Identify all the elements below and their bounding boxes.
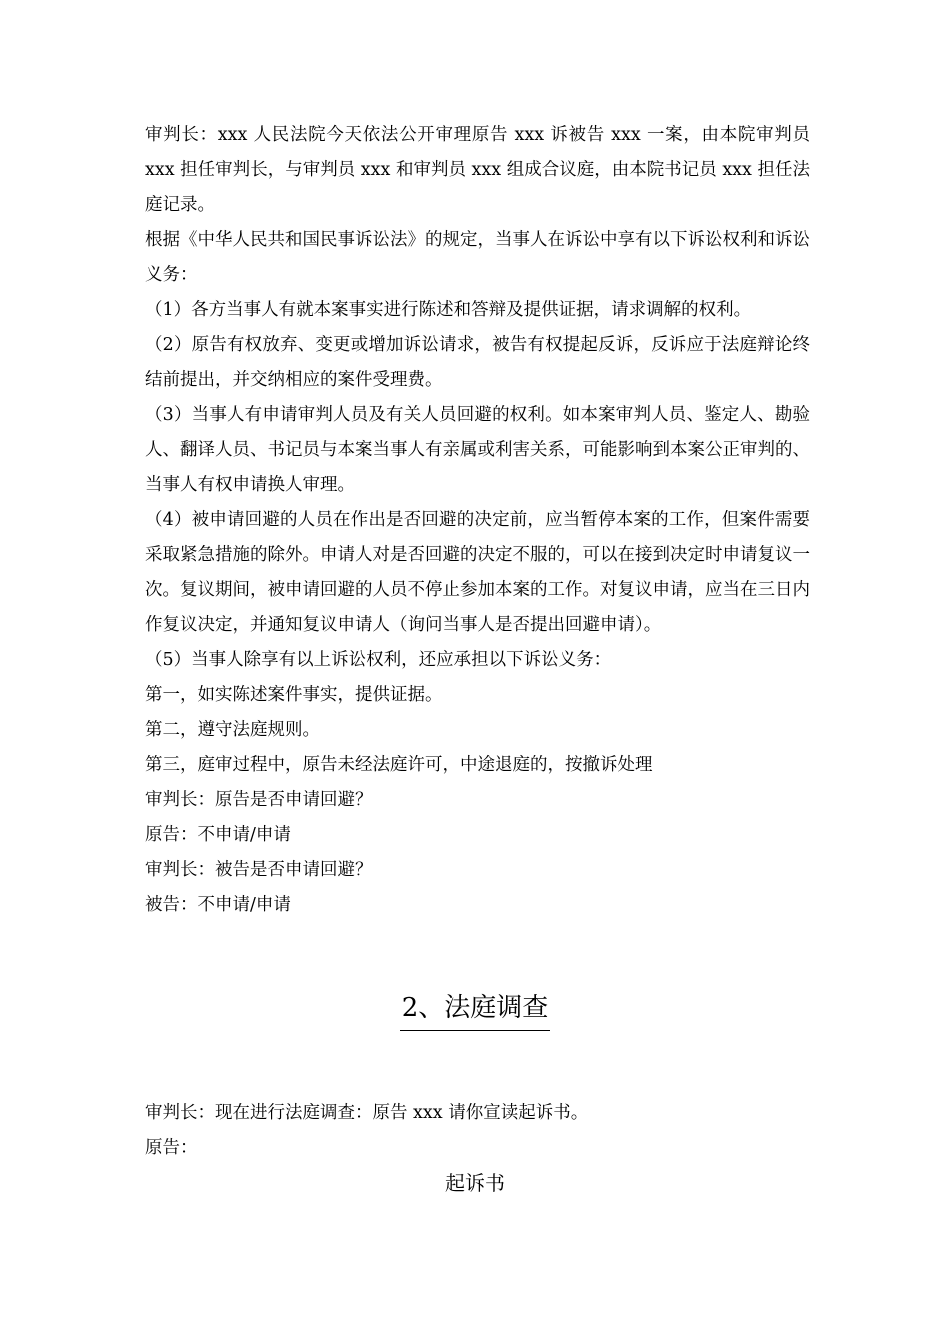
- section-heading: [0, 988, 950, 1031]
- dialogue-judge-plaintiff: 审判长：原告是否申请回避？: [145, 790, 373, 810]
- section-body: [145, 1096, 810, 1166]
- document-body: [145, 118, 810, 923]
- complaint-title: 起诉书: [445, 1171, 505, 1195]
- section-title-text: 2、法庭调查: [400, 988, 551, 1031]
- dialogue-plaintiff-reply: 原告：不申请/申请: [145, 825, 291, 845]
- paragraph-duty-2: 第二，遵守法庭规则。: [145, 720, 320, 740]
- paragraph-item-5: （5）当事人除享有以上诉讼权利，还应承担以下诉讼义务：: [145, 650, 612, 670]
- paragraph-opening: 审判长：xxx 人民法院今天依法公开审理原告 xxx 诉被告 xxx 一案，由本院审判员 xxx 担任审判长，与审判员 xxx 和审判员 xxx 组成合议庭，由本院书记员 xxx 担任法庭记录。: [145, 125, 810, 215]
- dialogue-defendant-reply: 被告：不申请/申请: [145, 895, 291, 915]
- paragraph-item-4: （4）被申请回避的人员在作出是否回避的决定前，应当暂停本案的工作，但案件需要采取紧急措施的除外。申请人对是否回避的决定不服的，可以在接到决定时申请复议一次。复议期间，被申请回避的人员不停止参加本案的工作。对复议申请，应当在三日内作复议决定，并通知复议申请人（询问当事人是否提出回避申请）。: [145, 510, 810, 635]
- paragraph-rights-intro: 根据《中华人民共和国民事诉讼法》的规定，当事人在诉讼中享有以下诉讼权利和诉讼义务：: [145, 230, 810, 285]
- dialogue-plaintiff-label: 原告：: [145, 1138, 198, 1158]
- dialogue-judge-defendant: 审判长：被告是否申请回避？: [145, 860, 373, 880]
- paragraph-item-2: （2）原告有权放弃、变更或增加诉讼请求，被告有权提起反诉，反诉应于法庭辩论终结前提出，并交纳相应的案件受理费。: [145, 335, 810, 390]
- paragraph-item-3: （3）当事人有申请审判人员及有关人员回避的权利。如本案审判人员、鉴定人、勘验人、翻译人员、书记员与本案当事人有亲属或利害关系，可能影响到本案公正审判的、当事人有权申请换人审理。: [145, 405, 810, 495]
- paragraph-item-1: （1）各方当事人有就本案事实进行陈述和答辩及提供证据，请求调解的权利。: [145, 300, 752, 320]
- paragraph-duty-1: 第一，如实陈述案件事实，提供证据。: [145, 685, 443, 705]
- dialogue-judge-investigation: 审判长：现在进行法庭调查：原告 xxx 请你宣读起诉书。: [145, 1103, 589, 1123]
- paragraph-duty-3: 第三，庭审过程中，原告未经法庭许可，中途退庭的，按撤诉处理: [145, 755, 653, 775]
